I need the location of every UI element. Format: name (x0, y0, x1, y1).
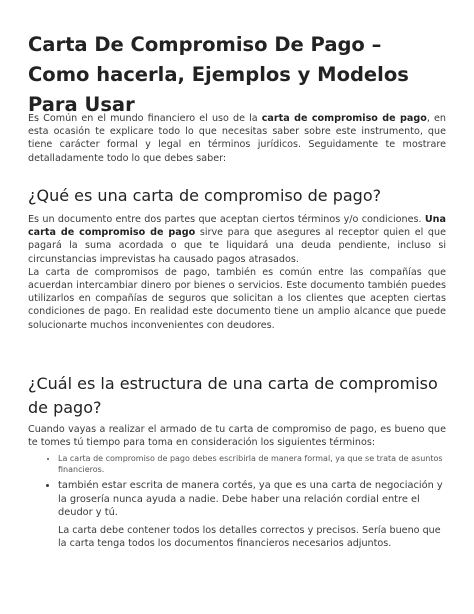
section2-intro-paragraph: Cuando vayas a realizar el armado de tu carta de compromiso de pago, es bueno que te tomes tú tiempo para toma en consideración los siguientes términos: (28, 424, 446, 449)
section1-paragraph-2: La carta de compromisos de pago, también es común entre las compañías que acuerdan intercambiar dinero por bienes o servicios. Este documento también puedes utilizarlos en compañías de seguros que solicitan a los clientes que acepten ciertas condiciones de pago. En realidad este documento tiene un amplio alcance que puede solucionarte muchos inconvenientes con deudores. (28, 266, 446, 331)
section-heading-structure: ¿Cuál es la estructura de una carta de compromiso de pago? (28, 374, 438, 417)
list-item: • también estar escrita de manera cortés, ya que es una carta de negociación y la grosería nunca ayuda a nadie. Debe haber una relación cordial entre el deudor y tú. (58, 479, 446, 519)
page-title: Carta De Compromiso De Pago – Como hacerla, Ejemplos y Modelos Para Usar (28, 33, 409, 116)
intro-bold-term: carta de compromiso de pago (261, 113, 427, 124)
section-what-is (28, 184, 446, 332)
section1-paragraph-1 (28, 213, 446, 266)
list-item: La carta debe contener todos los detalles correctos y precisos. Sería bueno que la carta tenga todos los documentos financieros necesarios adjuntos. (58, 524, 441, 549)
section1-text-2: sirve para que asegures al receptor quien el que pagará la suma acordada o que te liquidará una deuda pendiente, incluso si circunstancias imprevistas ha causado pagos atrasados. (28, 227, 446, 265)
intro-section (28, 112, 446, 165)
intro-text-2: , en esta ocasión te explicare todo lo que necesitas saber sobre este instrumento, que tiene carácter formal y legal en términos jurídicos. Seguidamente te mostrare detalladamente todo lo que debes saber: (28, 113, 446, 164)
section-heading-what-is: ¿Qué es una carta de compromiso de pago? (28, 186, 382, 205)
intro-text-1: Es Común en el mundo financiero el uso de la (28, 113, 262, 124)
section1-text-1: Es un documento entre dos partes que aceptan ciertos términos y/o condiciones. (28, 214, 425, 225)
intro-paragraph (28, 112, 446, 165)
list-item: • La carta de compromiso de pago debes escribirla de manera formal, ya que se trata de asuntos financieros. (58, 453, 446, 475)
section-structure (28, 372, 446, 554)
section1-bold-term: Una carta de compromiso de pago (28, 214, 446, 239)
structure-list (28, 453, 446, 550)
